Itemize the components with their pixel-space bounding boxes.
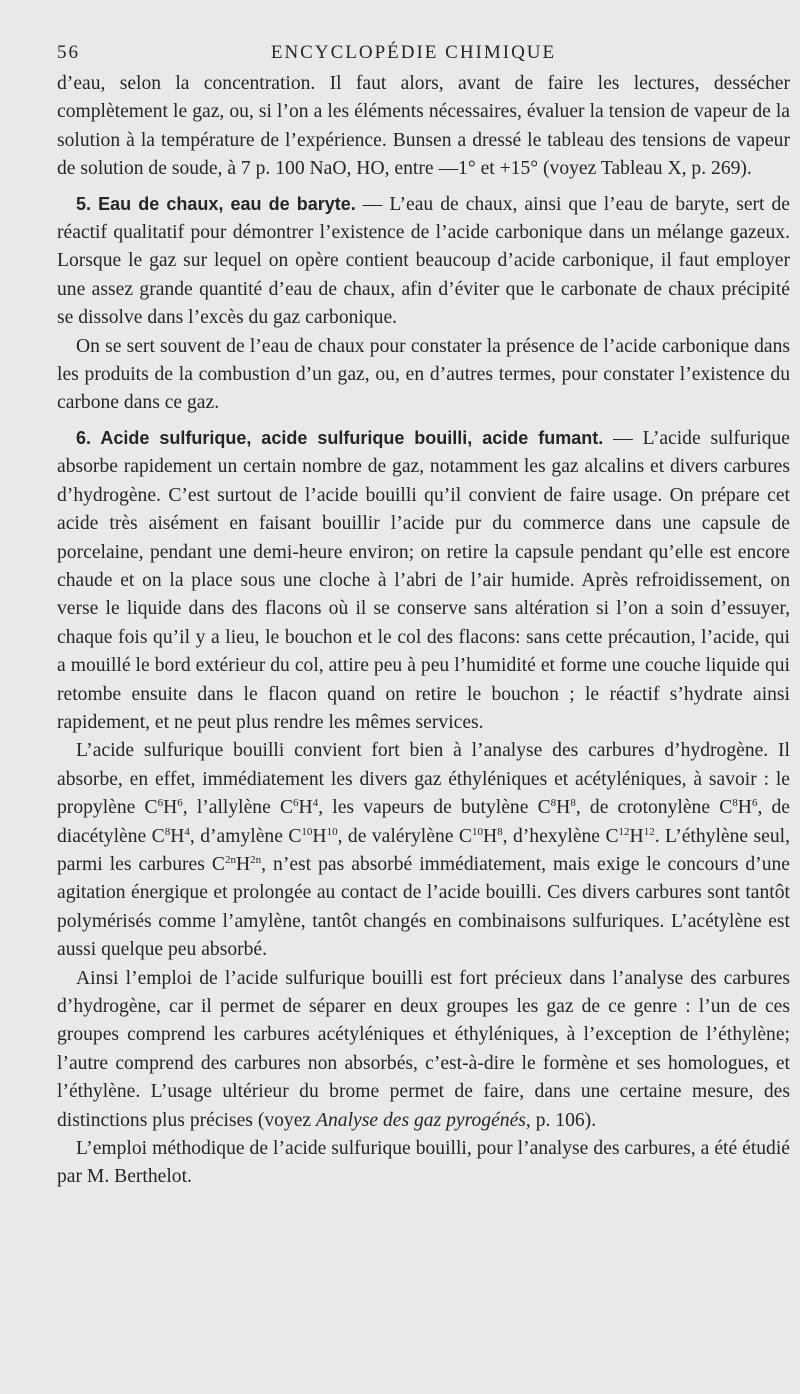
text-run: Ainsi l’emploi de l’acide sulfurique bouilli est fort précieux dans l’analyse des carbures d’hydrogène, car il permet de séparer en deux groupes les gaz de ce genre : l’un de ces groupes comprend les carbures acétyléniques et éthyléniques, à l’exception de l’éthylène; l’autre comprend des carbures non absorbés, c’est-à-dire le formène et ses homologues, et l’éthylène. L’usage ultérieur du brome permet de faire, dans une certaine mesure, des distinctions plus précises (voyez [57, 967, 790, 1131]
text-run: , d’amylène C [189, 825, 302, 847]
formula-index: 6 [177, 797, 183, 810]
formula-index: 8 [570, 797, 576, 810]
formula-index: 6 [157, 797, 164, 810]
formula-index: 6 [751, 797, 758, 810]
section-6-paragraph [57, 424, 790, 737]
formula-index: 8 [164, 825, 171, 838]
text-run: H [235, 853, 251, 875]
text-run: H [629, 825, 644, 847]
paragraph-continued: d’eau, selon la concentration. Il faut alors, avant de faire les lectures, dessécher complètement le gaz, ou, si l’on a les éléments nécessaires, évaluer la tension de vapeur de la solution à la température de l’expérience. Bunsen a dressé le tableau des tensions de vapeur de solution de soude, à 7 p. 100 NaO, HO, entre —1° et +15° (voyez Tableau X, p. 269). [57, 73, 790, 180]
text-run: , de crotonylène C [575, 797, 733, 819]
page-body [57, 70, 790, 1192]
formula-index: 8 [497, 825, 503, 838]
formula-index: 2n [224, 853, 236, 866]
section-6-heading: 6. Acide sulfurique, acide sulfurique bouilli, acide fumant. [76, 427, 604, 448]
text-run: , p. 106). [525, 1109, 597, 1131]
formula-index: 12 [643, 825, 655, 838]
formula-index: 6 [293, 797, 299, 810]
paragraph-hydrocarbons [57, 737, 790, 964]
cross-reference: Analyse des gaz pyrogénés [316, 1109, 526, 1131]
formula-index: 12 [618, 825, 630, 838]
text-run: H [170, 825, 185, 847]
formula-index: 2n [250, 853, 262, 866]
paragraph-berthelot: L’emploi méthodique de l’acide sulfurique bouilli, pour l’analyse des carbures, a été étudié par M. Berthelot. [57, 1138, 790, 1188]
text-run: , les vapeurs de butylène C [318, 797, 551, 819]
formula-index: 10 [301, 825, 313, 838]
text-run: H [737, 797, 752, 819]
text-run: H [312, 825, 327, 847]
text-run: , l’allylène C [182, 797, 294, 819]
page-number: 56 [57, 42, 80, 63]
section-5-paragraph [57, 190, 790, 333]
formula-index: 10 [326, 825, 338, 838]
text-run: H [163, 797, 178, 819]
text-run: , d’hexylène C [502, 825, 619, 847]
text-run: . L’éthylène seul, parmi les carbures C [57, 825, 790, 875]
text-run: H [482, 825, 498, 847]
text-run: , de diacétylène C [57, 797, 790, 847]
text-run: H [556, 797, 571, 819]
paragraph-separation [57, 965, 790, 1135]
section-5-heading: 5. Eau de chaux, eau de baryte. [76, 193, 356, 214]
section-6-text: — L’acide sulfurique absorbe rapidement un certain nombre de gaz, notamment les gaz alcalins et divers carbures d’hydrogène. C’est surtout de l’acide bouilli qu’il convient de faire usage. On prépare cet acide très aisément en faisant bouillir l’acide pur du commerce dans une capsule de porcelaine, pendant une demi-heure environ; on retire la capsule pendant qu’elle est encore chaude et on la place sous une cloche à l’abri de l’air humide. Après refroidissement, on verse le liquide dans des flacons où il se conserve sans altération si l’on a soin d’essuyer, chaque fois qu’il y a lieu, le bouchon et le col des flacons: sans cette précaution, l’acide, qui a mouillé le bord extérieur du col, attire peu à peu l’humidité et forme une couche liquide qui retombe ensuite dans le flacon quand on retire le bouchon ; le réactif s’hydrate ainsi rapidement, et ne peut plus rendre les mêmes services. [57, 427, 791, 733]
formula-index: 4 [184, 825, 190, 838]
formula-index: 4 [312, 797, 319, 810]
text-run: , n’est pas absorbé immédiatement, mais exige le concours d’une agitation énergique et prolongée au contact de l’acide bouilli. Ces divers carbures sont tantôt polymérisés comme l’amylène, tantôt changés en combinaisons sulfuriques. L’acétylène est aussi quelque peu absorbé. [57, 853, 790, 961]
page-header [57, 42, 770, 66]
section-5-text: — L’eau de chaux, ainsi que l’eau de baryte, sert de réactif qualitatif pour démontrer l’existence de l’acide carbonique dans un mélange gazeux. Lorsque le gaz sur lequel on opère contient beaucoup d’acide carbonique, il faut employer une assez grande quantité d’eau de chaux, afin d’éviter que le carbonate de chaux précipité se dissolve dans l’excès du gaz carbonique. [57, 193, 791, 329]
formula-index: 10 [471, 825, 483, 838]
formula-index: 8 [550, 797, 557, 810]
formula-index: 8 [732, 797, 738, 810]
text-run: H [298, 797, 313, 819]
running-title: ENCYCLOPÉDIE CHIMIQUE [270, 42, 557, 63]
paragraph-lime-water: On se sert souvent de l’eau de chaux pour constater la présence de l’acide carbonique dans les produits de la combustion d’un gaz, ou, en d’autres termes, pour constater l’existence du carbone dans ce gaz. [57, 335, 790, 414]
text-run: , de valérylène C [337, 825, 472, 847]
text-run: L’acide sulfurique bouilli convient fort bien à l’analyse des carbures d’hydrogène. Il absorbe, en effet, immédiatement les divers gaz éthyléniques et acétyléniques, à savoir : le propylène C [57, 740, 790, 819]
